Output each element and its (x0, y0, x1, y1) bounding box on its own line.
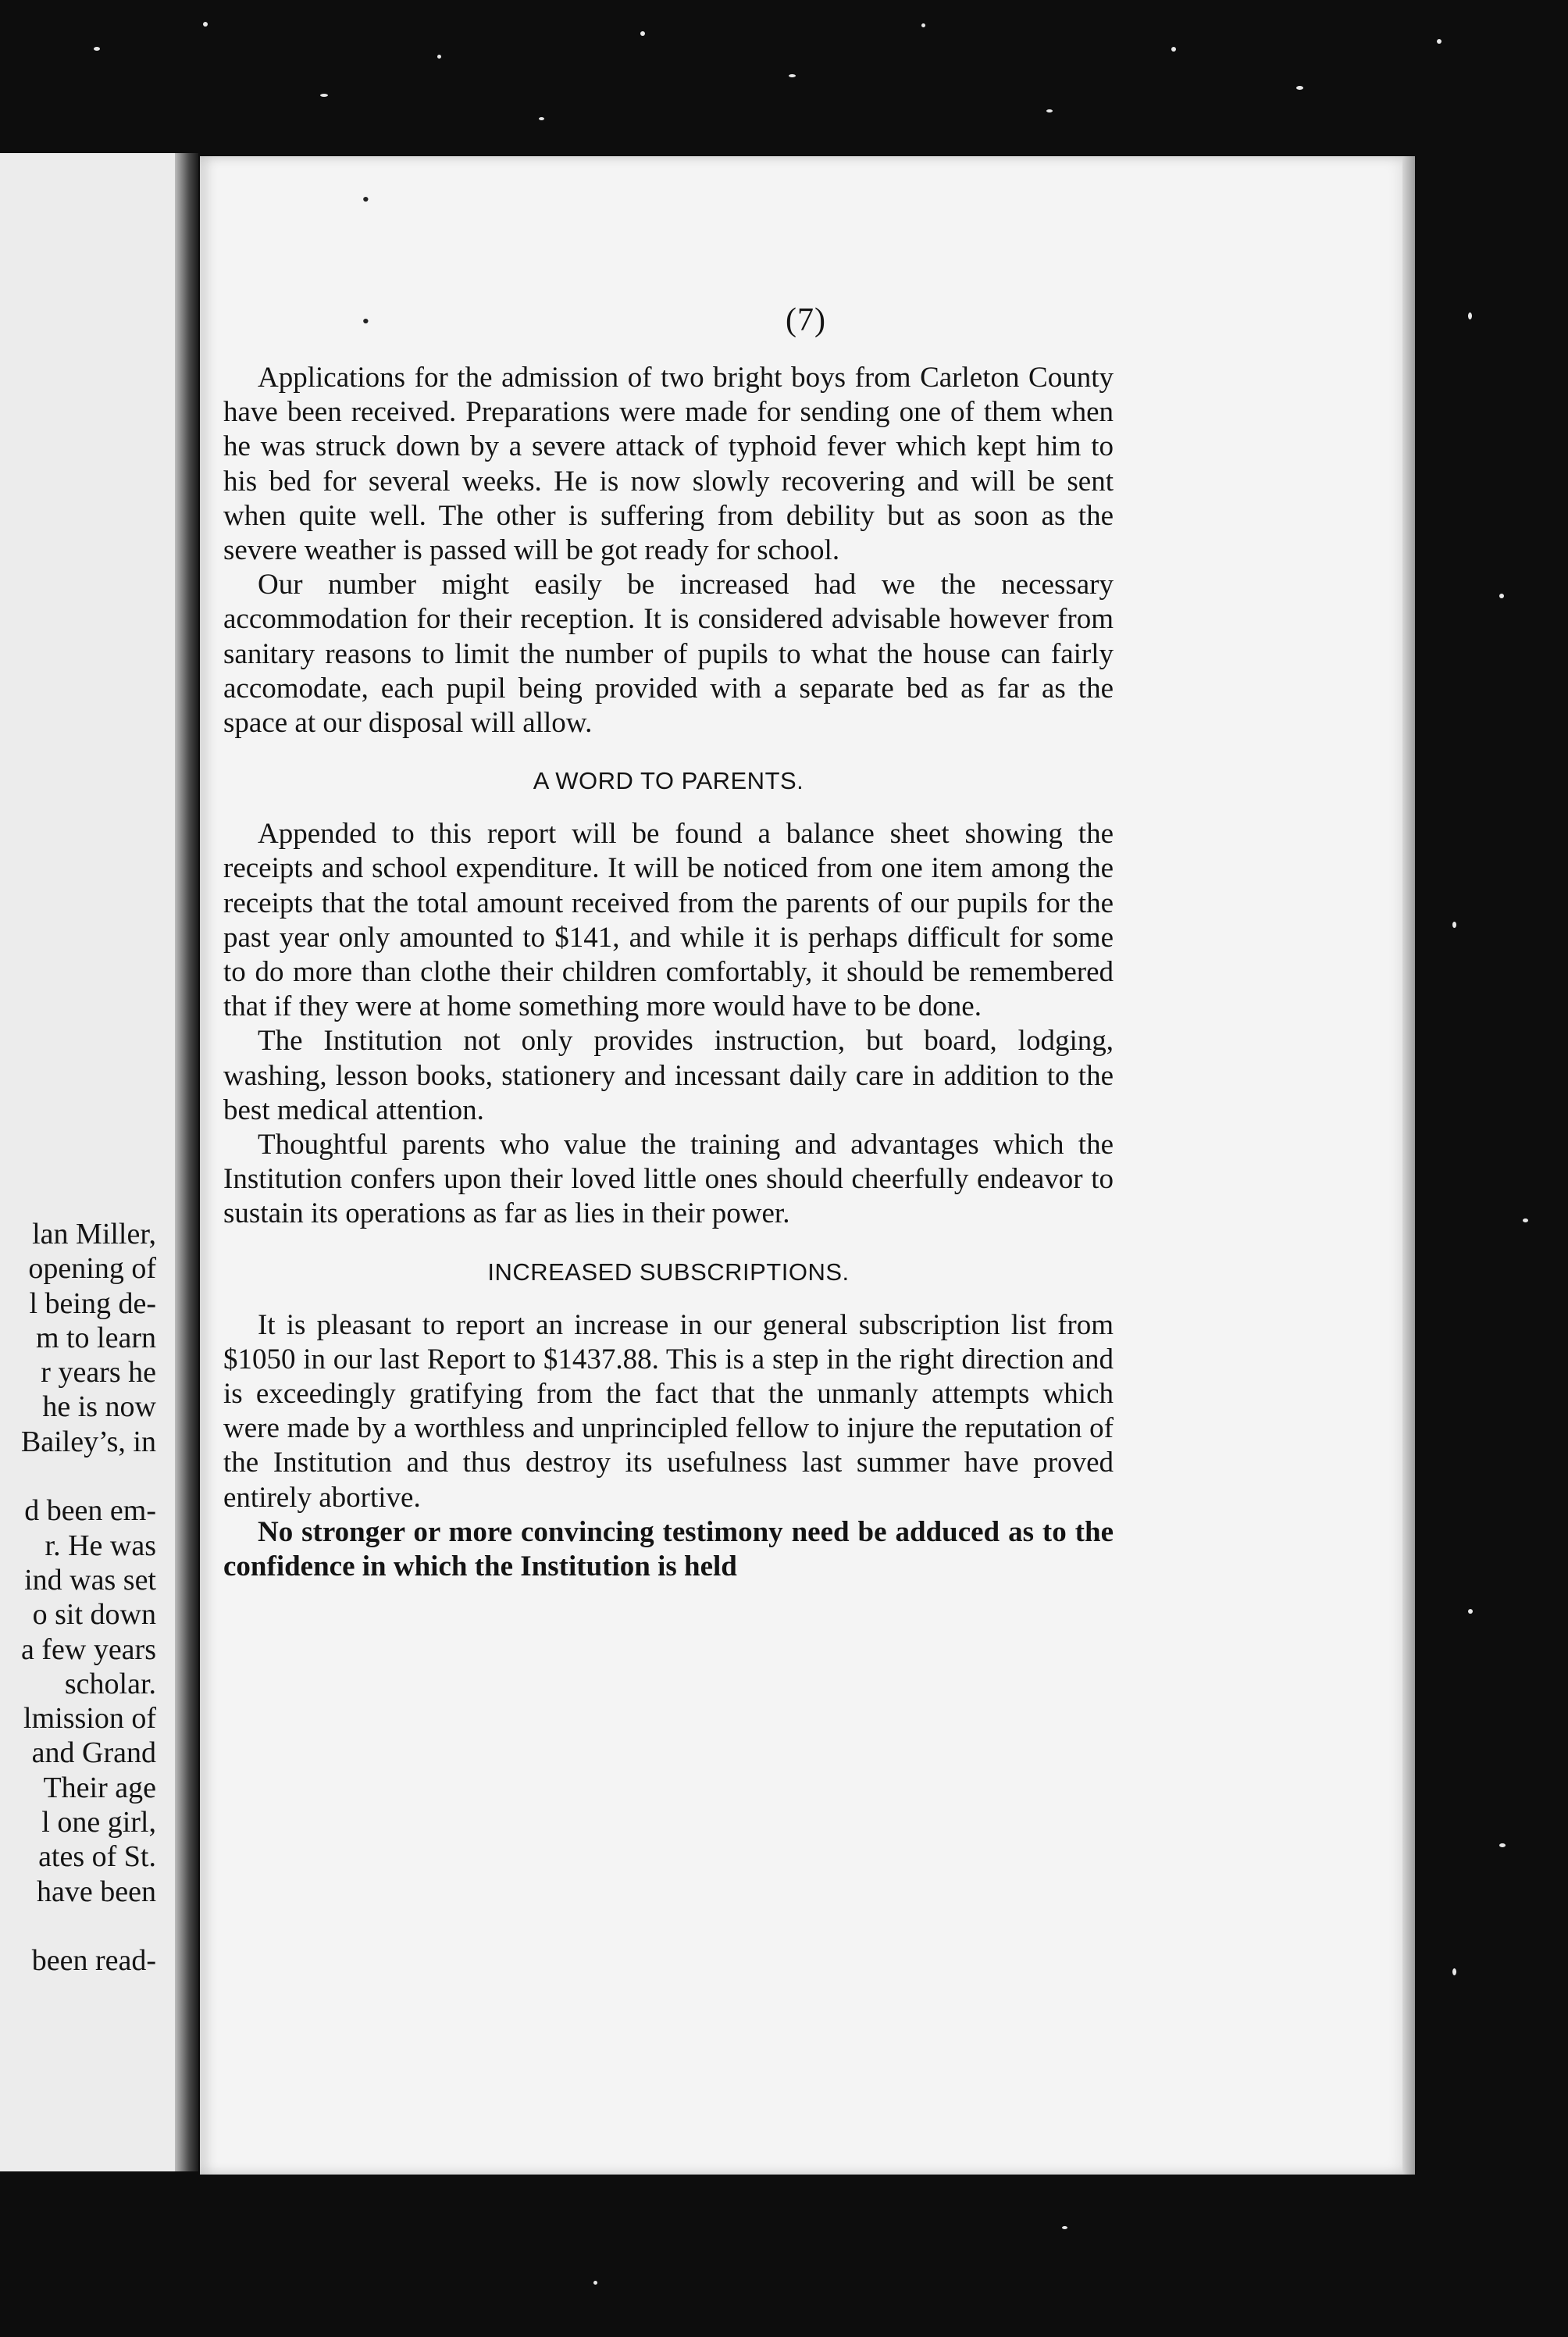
previous-page-line: r. He was (45, 1529, 156, 1562)
page-number: (7) (786, 302, 826, 338)
body-paragraph: The Institution not only provides instruction, but board, lodging, washing, lesson books, stationery and incessant daily care in addition to the best medical attention. (223, 1025, 1114, 1126)
previous-page-line: lan Miller, (32, 1218, 156, 1251)
margin-mark: • (354, 195, 377, 203)
previous-page-line: he is now (42, 1390, 156, 1424)
body-paragraph: Thoughtful parents who value the training and advantages which the Institution confers upon their loved little ones should cheerfully endeavor to sustain its operations as far as lies in their power. (223, 1129, 1114, 1230)
previous-page-line: l being de- (29, 1286, 156, 1320)
previous-page-line: opening of (28, 1252, 156, 1286)
previous-page-line: Their age (43, 1771, 156, 1804)
previous-page-line: and Grand (31, 1736, 156, 1770)
previous-page-line: ates of St. (38, 1840, 156, 1874)
film-speck (1468, 1609, 1473, 1614)
body-text (223, 361, 1114, 1584)
film-speck (593, 2281, 597, 2285)
body-paragraph: Appended to this report will be found a balance sheet showing the receipts and school expenditure. It will be noticed from one item among the receipts that the total amount received from the parents of our pupils for the past year only amounted to $141, and while it is perhaps difficult for some to do more than clothe their children comfortably, it should be remembered that if they were at home something more would have to be done. (223, 818, 1114, 1023)
margin-mark: • (354, 317, 377, 325)
page-edge (1402, 156, 1415, 2175)
body-paragraph: No stronger or more convincing testimony need be adduced as to the confidence in which the Institution is held (223, 1515, 1114, 1583)
previous-page-line: l one girl, (41, 1806, 156, 1839)
film-speck (1046, 109, 1053, 112)
section-heading: INCREASED SUBSCRIPTIONS. (487, 1258, 850, 1286)
previous-page-line: o sit down (32, 1598, 156, 1632)
film-speck (921, 23, 925, 27)
film-speck (1468, 312, 1472, 319)
film-speck (789, 74, 796, 77)
previous-page-line: r years he (41, 1356, 156, 1390)
previous-page-line: a few years (20, 1632, 156, 1666)
previous-page-line: have been (37, 1875, 156, 1908)
previous-page-line: ind was set (24, 1563, 156, 1597)
previous-page-line (21, 1459, 156, 1493)
film-speck (640, 31, 645, 36)
previous-page-line: m to learn (35, 1321, 156, 1354)
previous-page-line: scholar. (64, 1667, 156, 1700)
body-paragraph: Our number might easily be increased had we the necessary accommodation for their reception. It is considered advisable however from sanitary reasons to limit the number of pupils to what the house can fairly accomodate, each pupil being provided with a separate bed as far as the space at our disposal will allow. (223, 569, 1114, 740)
film-speck (203, 22, 208, 27)
film-speck (320, 94, 328, 97)
previous-page-text (21, 1217, 156, 1978)
previous-page-line: d been em- (24, 1494, 156, 1528)
body-paragraph: It is pleasant to report an increase in our general subscription list from $1050 in our last Report to $1437.88. This is a step in the right direction and is exceedingly gratifying from the fact that the unmanly attempts which were made by a worthless and unprincipled fellow to injure the reputation of the Institution and thus destroy its usefulness last summer have proved entirely abortive. (223, 1308, 1114, 1514)
film-speck (1523, 1218, 1528, 1222)
film-speck (1296, 86, 1303, 90)
film-speck (94, 47, 100, 51)
film-speck (1452, 922, 1456, 928)
film-speck (1499, 1843, 1506, 1847)
document-page (200, 156, 1412, 2175)
film-speck (437, 55, 441, 59)
previous-page-line: Bailey’s, in (20, 1425, 156, 1458)
previous-page-line: been read- (31, 1944, 156, 1978)
film-speck (1452, 1968, 1456, 1975)
film-speck (1499, 594, 1504, 598)
film-speck (1062, 2226, 1067, 2229)
previous-page-line (21, 1909, 156, 1943)
film-speck (1171, 47, 1176, 52)
film-speck (539, 117, 544, 120)
section-heading: A WORD TO PARENTS. (533, 767, 804, 795)
film-speck (1437, 39, 1441, 44)
previous-page (0, 153, 184, 2171)
body-paragraph: Applications for the admission of two bright boys from Carleton County have been received. Preparations were made for sending one of them when he was struck down by a severe attack of typhoid fever which kept him to his bed for several weeks. He is now slowly recovering and will be sent when quite well. The other is suffering from debility but as soon as the severe weather is passed will be got ready for school. (223, 362, 1114, 567)
page-gutter (175, 153, 198, 2171)
previous-page-line: lmission of (23, 1702, 156, 1736)
